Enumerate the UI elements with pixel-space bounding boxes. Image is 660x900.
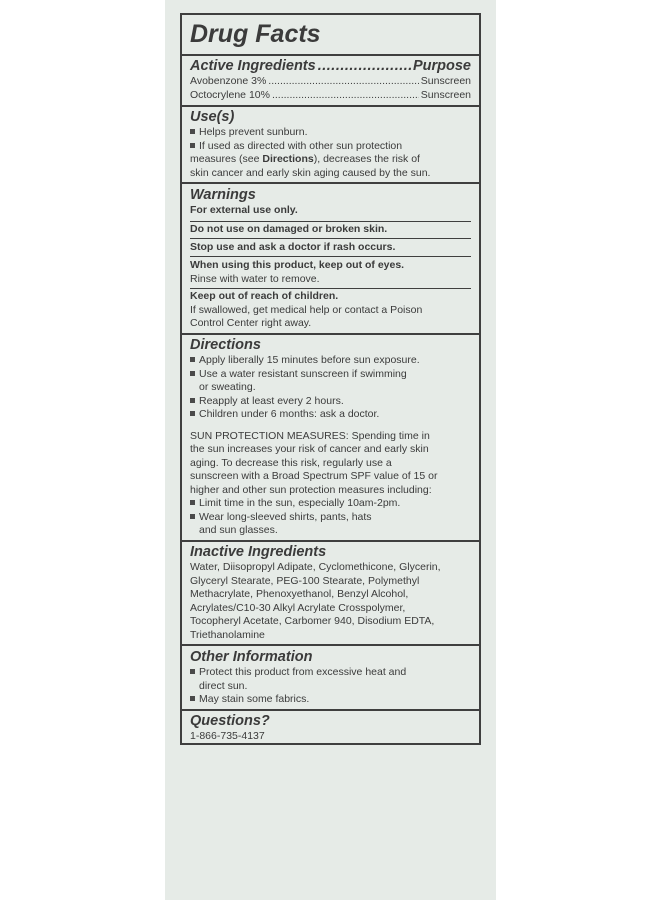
heading-leader-dots: [318, 57, 411, 75]
leader-dots: [268, 75, 419, 89]
section-divider: [182, 540, 479, 542]
bullet-icon: [190, 398, 195, 403]
direction-item: Apply liberally 15 minutes before sun exposure.: [190, 354, 471, 368]
inactive-ingredients-text: Triethanolamine: [190, 628, 265, 641]
warning-divider: [190, 238, 471, 239]
bullet-icon: [190, 129, 195, 134]
section-divider: [182, 333, 479, 335]
spacer: [190, 422, 471, 430]
other-information-section: [182, 648, 479, 707]
sun-protection-text: SUN PROTECTION MEASURES: Spending time in: [190, 429, 430, 442]
use-item-continued: measures (see Directions), decreases the risk of: [190, 153, 420, 165]
sun-protection-item: Wear long-sleeved shirts, pants, hats: [190, 511, 471, 525]
drug-facts-header: [182, 19, 479, 49]
bullet-icon: [190, 371, 195, 376]
title-divider: [182, 54, 479, 56]
direction-item: Use a water resistant sunscreen if swimming: [190, 368, 471, 382]
questions-heading: Questions?: [190, 713, 270, 729]
warnings-heading: Warnings: [190, 187, 256, 203]
warning-children-block: [182, 290, 479, 331]
inactive-ingredients-text: Water, Diisopropyl Adipate, Cyclomethicone, Glycerin,: [190, 561, 441, 573]
bullet-icon: [190, 669, 195, 674]
warning-divider: [190, 256, 471, 257]
section-divider: [182, 182, 479, 184]
ingredient-purpose: Sunscreen: [420, 75, 471, 87]
ingredient-name: Octocrylene 10%: [190, 88, 270, 101]
bullet-icon: [190, 500, 195, 505]
warning-stop-block: [182, 241, 479, 255]
warning-swallow: Control Center right away.: [190, 317, 312, 329]
purpose-label: Purpose: [412, 58, 471, 74]
inactive-ingredients-section: [182, 543, 479, 642]
questions-section: [182, 712, 479, 744]
bullet-icon: [190, 696, 195, 701]
leader-dots: [272, 89, 419, 103]
warning-eyes-block: [182, 259, 479, 286]
directions-heading: Directions: [190, 337, 261, 353]
inactive-ingredients-text: Acrylates/C10-30 Alkyl Acrylate Crosspolymer,: [190, 601, 406, 614]
bullet-icon: [190, 411, 195, 416]
sun-protection-text: aging. To decrease this risk, regularly use a: [190, 456, 392, 469]
directions-reference: Directions: [262, 153, 314, 165]
uses-section: [182, 108, 479, 180]
active-ingredients-heading: [190, 57, 471, 75]
warning-stop-use: Stop use and ask a doctor if rash occurs.: [190, 241, 396, 253]
section-divider: [182, 709, 479, 711]
bullet-icon: [190, 514, 195, 519]
active-ingredients-section: [182, 57, 479, 102]
sun-protection-text: sunscreen with a Broad Spectrum SPF value of 15 or: [190, 470, 438, 482]
bullet-icon: [190, 357, 195, 362]
other-info-item-continued: direct sun.: [199, 679, 248, 692]
inactive-ingredients-text: Tocopheryl Acetate, Carbomer 940, Disodium EDTA,: [190, 615, 435, 627]
warnings-section: [182, 186, 479, 218]
uses-heading: Use(s): [190, 109, 235, 125]
panel-title: Drug Facts: [190, 20, 321, 48]
inactive-ingredients-text: Methacrylate, Phenoxyethanol, Benzyl Alcohol,: [190, 588, 409, 600]
section-divider: [182, 105, 479, 107]
other-info-item: May stain some fabrics.: [190, 693, 471, 707]
use-item: If used as directed with other sun protection: [190, 140, 471, 154]
sun-protection-item: Limit time in the sun, especially 10am-2pm.: [190, 497, 471, 511]
warning-divider: [190, 221, 471, 222]
active-ingredients-label: Active Ingredients: [190, 58, 316, 74]
ingredient-purpose: Sunscreen: [420, 88, 471, 101]
directions-section: [182, 336, 479, 538]
direction-item: Reapply at least every 2 hours.: [190, 395, 471, 409]
sun-protection-text: the sun increases your risk of cancer and early skin: [190, 443, 429, 455]
active-ingredient-row: [190, 89, 471, 103]
active-ingredient-row: [190, 75, 471, 89]
drug-facts-panel: [180, 13, 481, 745]
direction-item: Children under 6 months: ask a doctor.: [190, 408, 471, 422]
bullet-icon: [190, 143, 195, 148]
warning-external: For external use only.: [190, 204, 298, 216]
inactive-ingredients-heading: Inactive Ingredients: [190, 544, 327, 560]
warning-eyes: When using this product, keep out of eyes.: [190, 259, 405, 271]
sun-protection-item-continued: and sun glasses.: [199, 524, 278, 536]
warning-damaged-block: [182, 223, 479, 237]
ingredient-name: Avobenzone 3%: [190, 75, 267, 87]
warning-divider: [190, 288, 471, 289]
warning-damaged-skin: Do not use on damaged or broken skin.: [190, 223, 388, 235]
warning-swallow: If swallowed, get medical help or contact a Poison: [190, 303, 423, 316]
inactive-ingredients-text: Glyceryl Stearate, PEG-100 Stearate, Polymethyl: [190, 574, 420, 587]
other-info-item: Protect this product from excessive heat and: [190, 666, 471, 680]
use-item-continued: skin cancer and early skin aging caused by the sun.: [190, 166, 431, 179]
warning-rinse: Rinse with water to remove.: [190, 272, 320, 285]
section-divider: [182, 644, 479, 646]
sun-protection-text: higher and other sun protection measures including:: [190, 483, 432, 496]
use-item: Helps prevent sunburn.: [190, 126, 471, 140]
questions-phone: 1-866-735-4137: [190, 730, 265, 742]
warning-children: Keep out of reach of children.: [190, 290, 339, 302]
other-information-heading: Other Information: [190, 649, 313, 665]
direction-item-continued: or sweating.: [199, 381, 256, 393]
